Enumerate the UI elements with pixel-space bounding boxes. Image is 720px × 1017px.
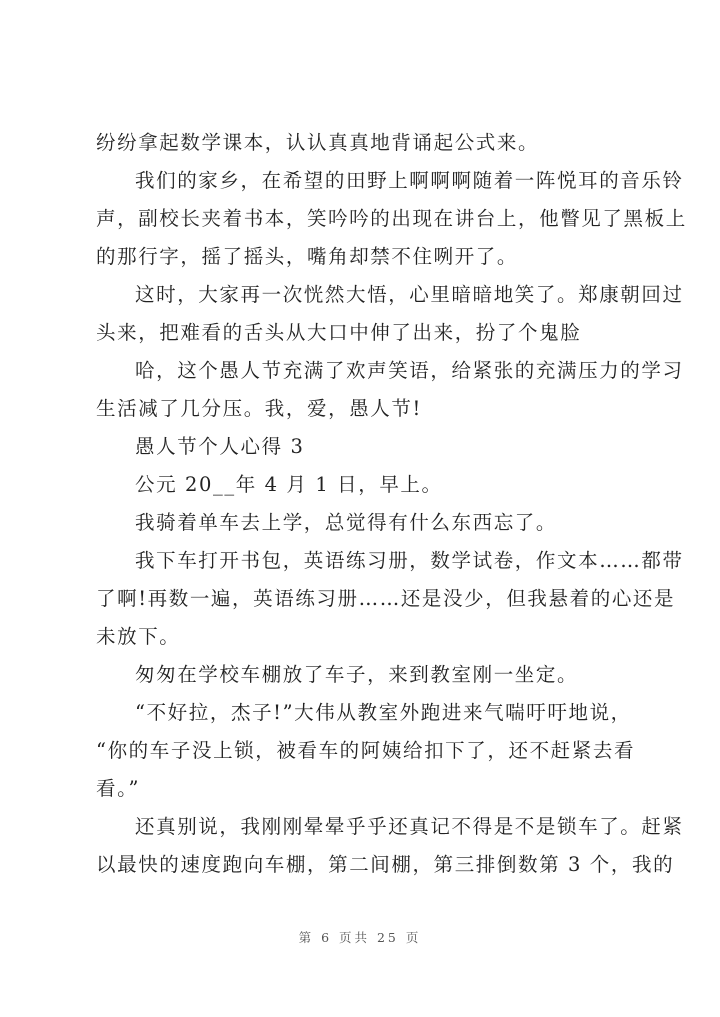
text-line-10: 公元 20__年 4 月 1 日，早上。 (135, 473, 443, 496)
text-line-1: 纷纷拿起数学课本，认认真真地背诵起公式来。 (96, 131, 540, 154)
text-line-5: 这时，大家再一次恍然大悟，心里暗暗地笑了。郑康朝回过 (135, 283, 684, 306)
document-body (96, 124, 687, 884)
text-line-15: 匆匆在学校车棚放了车子，来到教室刚一坐定。 (135, 663, 579, 686)
text-line-12: 我下车打开书包，英语练习册，数学试卷，作文本……都带 (135, 549, 684, 572)
text-line-11: 我骑着单车去上学，总觉得有什么东西忘了。 (135, 511, 558, 534)
text-line-17: “你的车子没上锁，被看车的阿姨给扣下了，还不赶紧去看 (96, 739, 636, 762)
text-line-2: 我们的家乡，在希望的田野上啊啊啊随着一阵悦耳的音乐铃 (135, 169, 684, 192)
text-line-8: 生活减了几分压。我，爱，愚人节! (96, 397, 422, 420)
text-line-3: 声，副校长夹着书本，笑吟吟的出现在讲台上，他瞥见了黑板上 (96, 207, 687, 230)
text-line-16: “不好拉，杰子!”大伟从教室外跑进来气喘吁吁地说， (135, 701, 632, 724)
text-line-19: 还真别说，我刚刚晕晕乎乎还真记不得是不是锁车了。赶紧 (135, 815, 684, 838)
text-line-7: 哈，这个愚人节充满了欢声笑语，给紧张的充满压力的学习 (135, 359, 684, 382)
text-line-18: 看。” (96, 777, 141, 800)
text-line-4: 的那行字，摇了摇头，嘴角却禁不住咧开了。 (96, 245, 519, 268)
page-number-footer: 第 6 页共 25 页 (298, 930, 422, 945)
text-line-14: 未放下。 (96, 625, 181, 648)
text-line-13: 了啊!再数一遍，英语练习册……还是没少，但我悬着的心还是 (96, 587, 676, 610)
text-line-20: 以最快的速度跑向车棚，第二间棚，第三排倒数第 3 个，我的 (96, 853, 675, 876)
section-heading: 愚人节个人心得 3 (135, 435, 305, 458)
text-line-6: 头来，把难看的舌头从大口中伸了出来，扮了个鬼脸 (96, 321, 582, 344)
